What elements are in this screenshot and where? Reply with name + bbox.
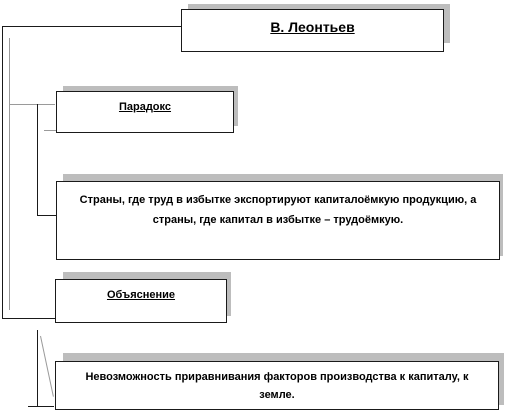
paradox-box-label: Парадокс — [118, 101, 172, 113]
connector-paradox-down — [37, 104, 38, 215]
explanation-text-box — [55, 361, 499, 410]
connector-explanation-diag — [40, 336, 54, 397]
connector-to-explanation — [2, 318, 55, 319]
connector-paradox-tick — [44, 130, 56, 131]
connector-root-left — [2, 26, 182, 27]
paradox-text-box — [56, 181, 500, 260]
connector-explanation-down — [37, 330, 38, 406]
paradox-box — [56, 91, 234, 133]
root-box-label: В. Леонтьев — [270, 19, 355, 35]
connector-spine-outer — [2, 26, 3, 318]
connector-to-explanation-text — [28, 406, 54, 407]
explanation-text: Невозможность приравнивания факторов производства к капиталу, к земле. — [85, 371, 469, 401]
paradox-text: Страны, где труд в избытке экспортируют капиталоёмкую продукцию, а страны, где капитал в избытке – трудоёмкую. — [79, 194, 477, 226]
root-box — [181, 9, 444, 52]
explanation-box — [55, 279, 227, 323]
connector-to-paradox-text — [37, 215, 56, 216]
connector-to-paradox — [9, 104, 55, 105]
connector-spine-inner — [9, 38, 10, 310]
explanation-box-label: Объяснение — [106, 289, 176, 301]
